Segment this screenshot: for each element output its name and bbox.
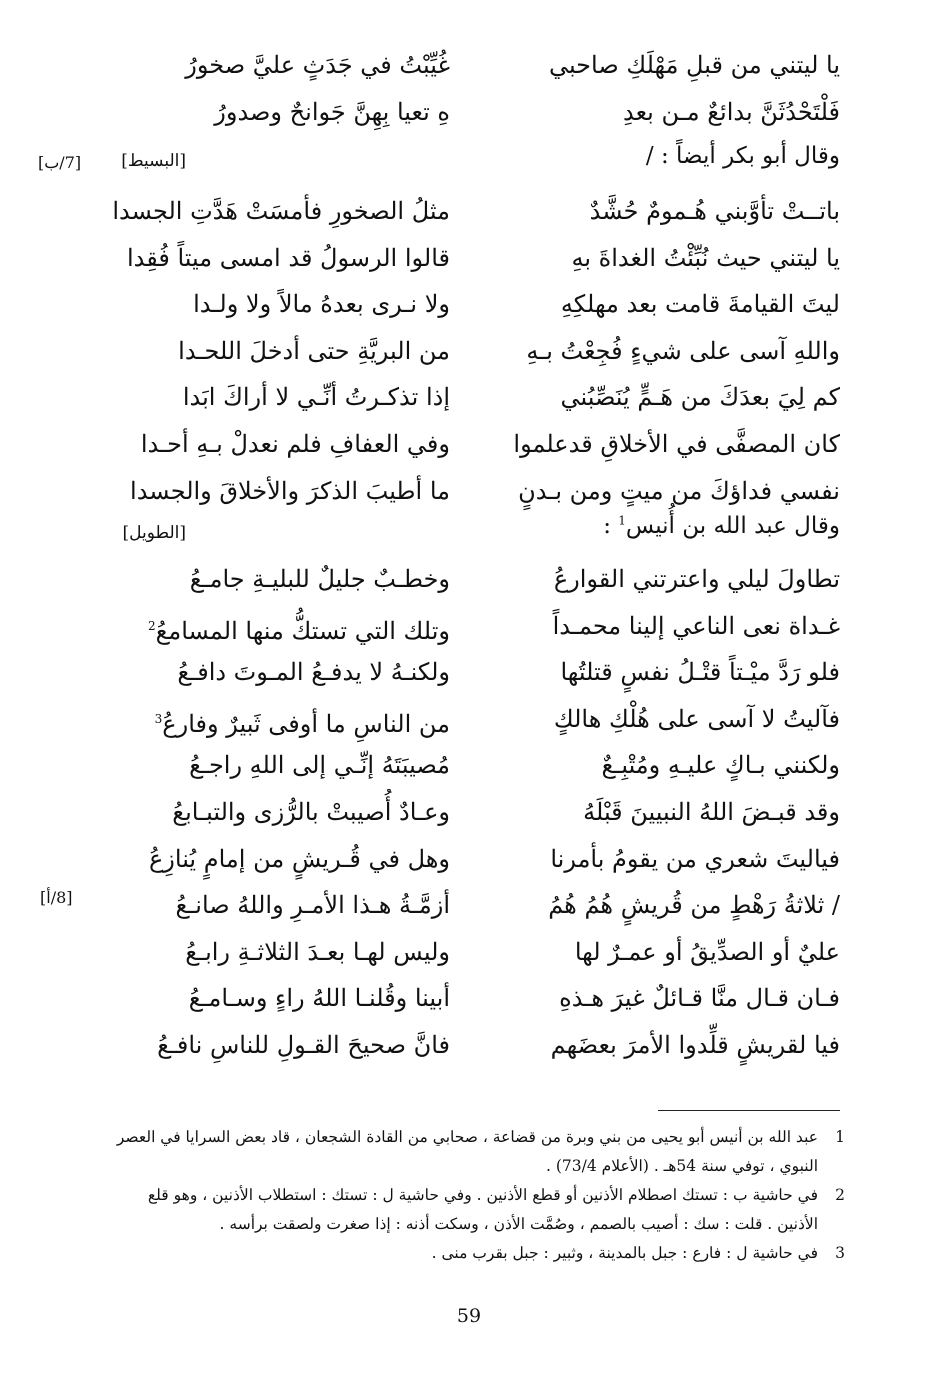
first-hemistich: فـان قـال منَّا قـائلٌ غيرَ هـذهِ [559, 984, 840, 1013]
second-hemistich [110, 468, 450, 514]
verse-line [100, 556, 840, 603]
second-hemistich [110, 929, 450, 975]
folio-reference-8a: [8/أ] [40, 888, 73, 907]
first-hemistich: ولكنني بـاكٍ عليـهِ ومُتْبِـعٌ [601, 751, 840, 780]
verse-line [100, 328, 840, 375]
second-hemistich [110, 882, 450, 928]
second-hemistich [110, 789, 450, 835]
section-3-intro-colon: : [603, 513, 611, 539]
second-hemistich [110, 421, 450, 467]
footnote [105, 1123, 845, 1181]
poem-section-2 [100, 188, 840, 514]
first-hemistich: كان المصفَّى في الأخلاقِ قدعلموا [513, 429, 840, 458]
section-3-intro-text: وقال عبد الله بن أُنيس [625, 513, 840, 539]
footnotes [105, 1123, 845, 1268]
second-hemistich-text: وتلك التي تستكُّ منها المسامعُ [155, 616, 450, 645]
second-hemistich [110, 328, 450, 374]
verse-line [100, 42, 840, 89]
second-hemistich-text: هِ تعيا بِهِنَّ جَوانحٌ وصدورُ [214, 97, 450, 126]
first-hemistich: ليتَ القيامةَ قامت بعد مهلكِهِ [560, 290, 840, 319]
second-hemistich [110, 975, 450, 1021]
meter-label-basit: [البسيط] [121, 151, 186, 171]
second-hemistich [110, 89, 450, 135]
second-hemistich-text: من البريَّةِ حتى أدخلَ اللحـدا [178, 336, 450, 365]
second-hemistich-text: من الناسِ ما أوفى ثَبيرٌ وفارعُ [162, 709, 450, 738]
verse-line [100, 281, 840, 328]
second-hemistich [110, 42, 450, 88]
second-hemistich-text: أبينا وقُلنـا اللهُ راءٍ وسـامـعُ [188, 984, 450, 1013]
folio-reference-7b: [7/ب] [38, 153, 82, 172]
verse-line [100, 1022, 840, 1069]
second-hemistich [110, 374, 450, 420]
second-hemistich-text: فانَّ صحيحَ القـولِ للناسِ نافـعُ [157, 1030, 450, 1059]
second-hemistich [110, 235, 450, 281]
page-number: 59 [456, 1305, 482, 1327]
second-hemistich-text: وهل في قُـريشٍ من إمامٍ يُنازِعُ [148, 844, 450, 873]
footnote [105, 1181, 845, 1239]
verse-line [100, 374, 840, 421]
footnote-marker: 3 [154, 711, 163, 726]
second-hemistich-text: وخطـبٌ جليلٌ للبليـةِ جامـعُ [189, 565, 450, 593]
second-hemistich-text: وفي العفافِ فلم نعدلْ بـهِ أحـدا [140, 429, 450, 458]
second-hemistich [110, 696, 450, 747]
first-hemistich: غـداة نعى الناعي إلينا محمـداً [552, 611, 840, 640]
verse-line [100, 89, 840, 136]
first-hemistich: فيا لقريشٍ قلِّدوا الأمرَ بعضَهم [550, 1030, 840, 1059]
second-hemistich-text: غُيِّبْتُ في جَدَثٍ عليَّ صخورُ [185, 51, 450, 79]
footnote-separator [658, 1110, 840, 1111]
verse-line [100, 188, 840, 235]
verse-line [100, 929, 840, 976]
verse-line [100, 882, 840, 929]
footnote-text: في حاشية ل : فارع : جبل بالمدينة ، وثبير : جبل بقرب منى . [431, 1244, 818, 1262]
first-hemistich: باتــتْ تأوَّبني هُـمومٌ حُشَّدٌ [589, 197, 840, 225]
footnote-number: 2 [835, 1186, 845, 1204]
footnote-number: 3 [835, 1244, 845, 1262]
second-hemistich-text: ما أطيبَ الذكرَ والأخلاقَ والجسدا [130, 476, 450, 505]
verse-line [100, 789, 840, 836]
footnote-text: عبد الله بن أنيس أبو يحيى من بني وبرة من قضاعة ، صحابي من القادة الشجعان ، قاد بعض السرايا في العصر النبوي ، توفي سنة 54هـ . (الأعلام 73/4) . [116, 1128, 818, 1175]
first-hemistich: واللهِ آسى على شيءٍ فُجِعْتُ بـهِ [526, 336, 840, 365]
footnote-marker: 1 [618, 513, 626, 528]
first-hemistich: نفسي فداؤكَ من ميتٍ ومن بـدنٍ [518, 476, 840, 505]
second-hemistich [110, 649, 450, 695]
footnote-marker: 2 [147, 618, 156, 633]
first-hemistich: فآليتُ لا آسى على هُلْكِ هالكٍ [553, 704, 840, 733]
verse-line [100, 836, 840, 883]
second-hemistich [110, 836, 450, 882]
verse-line [100, 235, 840, 282]
section-3-intro [603, 513, 840, 539]
footnote [105, 1239, 845, 1268]
verse-line [100, 468, 840, 515]
second-hemistich [110, 742, 450, 788]
meter-label-tawil: [الطويل] [122, 523, 186, 543]
poem-section-3 [100, 556, 840, 1069]
first-hemistich: / ثلاثةُ رَهْطٍ من قُريشٍ هُمُ هُمُ [548, 891, 840, 920]
first-hemistich: فَلْتَحْدُثَنَّ بدائعٌ مـن بعدِ [623, 97, 840, 126]
first-hemistich: فلو رَدَّ ميْـتاً قتْـلُ نفسٍ قتلتُها [560, 658, 840, 687]
second-hemistich-text: وليس لهـا بعـدَ الثلاثـةِ رابـعُ [185, 937, 450, 966]
second-hemistich [110, 188, 450, 234]
first-hemistich: يا ليتني من قبلِ مَهْلَكِ صاحبي [548, 51, 840, 79]
second-hemistich-text: أزمَّـةُ هـذا الأمـرِ واللهُ صانـعُ [175, 891, 450, 920]
second-hemistich-text: وعـادٌ أُصيبتْ بالرُّزى والتبـابعُ [172, 797, 450, 826]
second-hemistich-text: ولا نـرى بعدهُ مالاً ولا ولـدا [193, 290, 450, 319]
poem-section-1 [100, 42, 840, 135]
second-hemistich [110, 1022, 450, 1068]
first-hemistich: تطاولَ ليلي واعترتني القوارعُ [553, 565, 840, 593]
verse-line [100, 975, 840, 1022]
first-hemistich: عليٌ أو الصدِّيقُ أو عمـرٌ لها [574, 937, 840, 966]
first-hemistich: فياليتَ شعري من يقومُ بأمرنا [550, 844, 840, 873]
second-hemistich-text: ولكنـهُ لا يدفـعُ المـوتَ دافـعُ [177, 658, 450, 687]
second-hemistich-text: إذا تذكـرتُ أنِّـي لا أراكَ ابَدا [182, 383, 450, 412]
footnote-text: في حاشية ب : تستك اصطلام الأذنين أو قطع الأذنين . وفي حاشية ل : تستك : استطلاب الأذنين ، وهو قلع الأذنين . قلت : سك : أصيب بالصمم ، وصُمَّت الأذن ، وسكت أذنه : إذا صغرت ولصقت برأسه . [147, 1186, 818, 1233]
first-hemistich: كم لِيَ بعدَكَ من هَـمٍّ يُنَصِّبُني [560, 383, 840, 412]
second-hemistich-text: مُصيبَتَهُ إنِّـي إلى اللهِ راجـعُ [189, 751, 450, 780]
second-hemistich [110, 603, 450, 654]
second-hemistich [110, 556, 450, 602]
second-hemistich [110, 281, 450, 327]
first-hemistich: يا ليتني حيث نُبِّئْتُ الغداةَ بهِ [571, 243, 840, 272]
verse-line [100, 696, 840, 743]
verse-line [100, 421, 840, 468]
second-hemistich-text: قالوا الرسولُ قد امسى ميتاً فُقِدا [126, 243, 450, 272]
first-hemistich: وقد قبـضَ اللهُ النبيينَ قَبْلَهُ [583, 797, 840, 826]
verse-line [100, 603, 840, 650]
verse-line [100, 649, 840, 696]
footnote-number: 1 [835, 1128, 845, 1146]
second-hemistich-text: مثلُ الصخورِ فأمسَتْ هَدَّتِ الجسدا [112, 197, 450, 225]
section-2-intro: وقال أبو بكر أيضاً : / [645, 143, 840, 169]
verse-line [100, 742, 840, 789]
